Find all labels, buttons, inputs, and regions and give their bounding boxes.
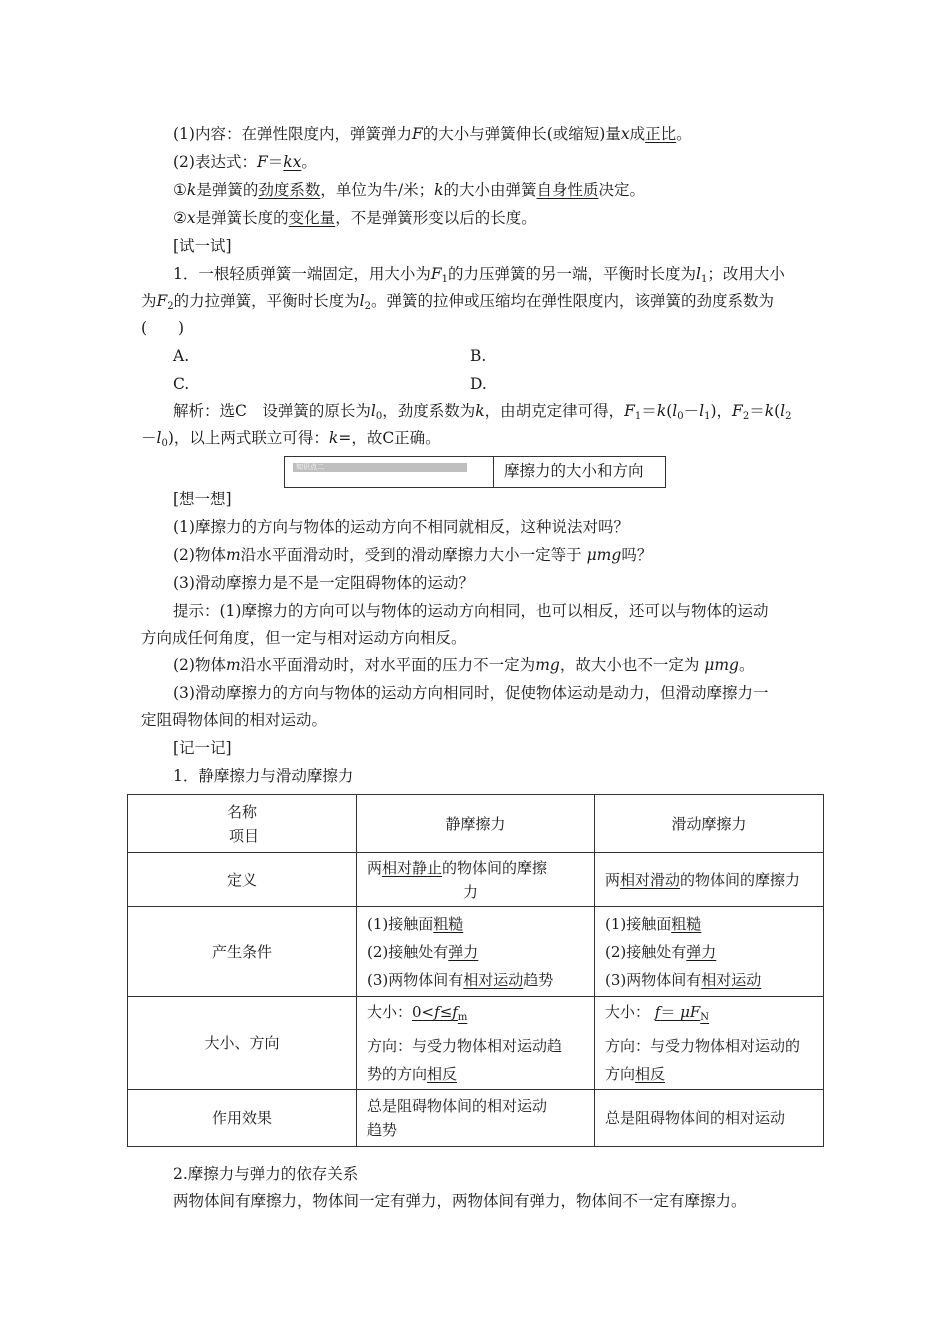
hint-3-line-1: (3)滑动摩擦力的方向与物体的运动方向相同时，促使物体运动是动力，但滑动摩擦力一 [173, 684, 769, 702]
solution-line-2: $-l_0$)，以上两式联立可得：k=，故C正确。 [141, 429, 441, 449]
section-title-2: 2.摩擦力与弹力的依存关系 [173, 1165, 359, 1183]
think-question-2: (2)物体m沿水平面滑动时，受到的滑动摩擦力大小一定等于 μmg吗？ [173, 546, 653, 564]
table-row [128, 997, 824, 1090]
answer-blank: 变化量 [288, 209, 336, 227]
solution-line-1: 解析：选C 设弹簧的原长为$l_0$，劲度系数为k，由胡克定律可得，$F_1=k(l_0-l_1)$，$F_2=k(l_2$ [173, 402, 792, 422]
row-label-effect: 作用效果 [128, 1090, 357, 1147]
hint-1-line-1: 提示：(1)摩擦力的方向可以与物体的运动方向相同，也可以相反，还可以与物体的运动 [173, 602, 769, 620]
think-question-3: (3)滑动摩擦力是不是一定阻碍物体的运动？ [173, 574, 474, 592]
answer-blank: 劲度系数 [258, 181, 321, 199]
hooke-content-line: (1)内容：在弹性限度内，弹簧弹力F的大小与弹簧伸长(或缩短)量x成正比。 [173, 125, 692, 143]
static-definition: 两相对静止的物体间的摩擦 力 [357, 853, 595, 907]
hint-3-line-2: 定阻碍物体间的相对运动。 [141, 711, 328, 729]
hooke-expression-line: (2)表达式：F＝kx。 [173, 153, 317, 171]
option-c: C. [173, 375, 190, 393]
table-row [128, 853, 824, 907]
answer-blank: 正比 [645, 125, 677, 143]
sliding-magnitude-direction: 大小： $f= \mu F_N$ 方向：与受力物体相对运动的 方向相反 [595, 997, 824, 1090]
hint-2: (2)物体m沿水平面滑动时，对水平面的压力不一定为mg，故大小也不一定为 μmg。 [173, 656, 755, 674]
answer-blank: kx [283, 153, 302, 171]
option-d: D. [470, 375, 487, 393]
row-label-magnitude-direction: 大小、方向 [128, 997, 357, 1090]
static-effect: 总是阻碍物体间的相对运动 趋势 [357, 1090, 595, 1147]
static-conditions: (1)接触面粗糙 (2)接触处有弹力 (3)两物体间有相对运动趋势 [357, 907, 595, 997]
hooke-note-2: ②x是弹簧长度的变化量，不是弹簧形变以后的长度。 [173, 209, 537, 227]
hooke-note-1: ①k是弹簧的劲度系数，单位为牛/米；k的大小由弹簧自身性质决定。 [173, 181, 646, 199]
option-a: A. [173, 347, 190, 365]
try-header: [试一试] [173, 237, 232, 255]
remember-header: [记一记] [173, 739, 232, 757]
answer-paren: ( ) [141, 319, 185, 337]
knowledge-point-tag: 知识点二 [293, 463, 467, 472]
static-magnitude-direction: 大小：$0<f\le f_m$ 方向：与受力物体相对运动趋 势的方向相反 [357, 997, 595, 1090]
table-row [128, 1090, 824, 1147]
option-b: B. [470, 347, 487, 365]
sliding-effect: 总是阻碍物体间的相对运动 [595, 1090, 824, 1147]
hint-1-line-2: 方向成任何角度，但一定与相对运动方向相反。 [141, 629, 467, 647]
header-static-friction: 静摩擦力 [357, 795, 595, 853]
table-header-row [128, 795, 824, 853]
think-header: [想一想] [173, 490, 232, 508]
row-label-conditions: 产生条件 [128, 907, 357, 997]
section-title-1: 1．静摩擦力与滑动摩擦力 [173, 767, 354, 785]
row-label-definition: 定义 [128, 853, 357, 907]
answer-blank: 自身性质 [536, 181, 599, 199]
question-1-line-1: 1．一根轻质弹簧一端固定，用大小为$F_1$的力压弹簧的另一端，平衡时长度为$l_1$；改用大小 [173, 265, 785, 285]
knowledge-point-tag-cell [285, 457, 494, 487]
knowledge-point-title: 摩擦力的大小和方向 [504, 462, 644, 480]
friction-comparison-table [127, 794, 824, 1147]
question-1-line-2: 为$F_2$的力拉弹簧，平衡时长度为$l_2$。弹簧的拉伸或压缩均在弹性限度内，该弹簧的劲度系数为 [141, 292, 775, 312]
table-corner-cell [128, 795, 357, 853]
section-body-2: 两物体间有摩擦力，物体间一定有弹力，两物体间有弹力，物体间不一定有摩擦力。 [173, 1192, 747, 1210]
sliding-conditions: (1)接触面粗糙 (2)接触处有弹力 (3)两物体间有相对运动 [595, 907, 824, 997]
think-question-1: (1)摩擦力的方向与物体的运动方向不相同就相反，这种说法对吗？ [173, 518, 629, 536]
table-row [128, 907, 824, 997]
header-name: 名称 [226, 802, 257, 821]
knowledge-point-header [284, 456, 666, 488]
sliding-definition: 两相对滑动的物体间的摩擦力 [595, 853, 824, 907]
header-sliding-friction: 滑动摩擦力 [595, 795, 824, 853]
header-item: 项目 [229, 826, 260, 845]
